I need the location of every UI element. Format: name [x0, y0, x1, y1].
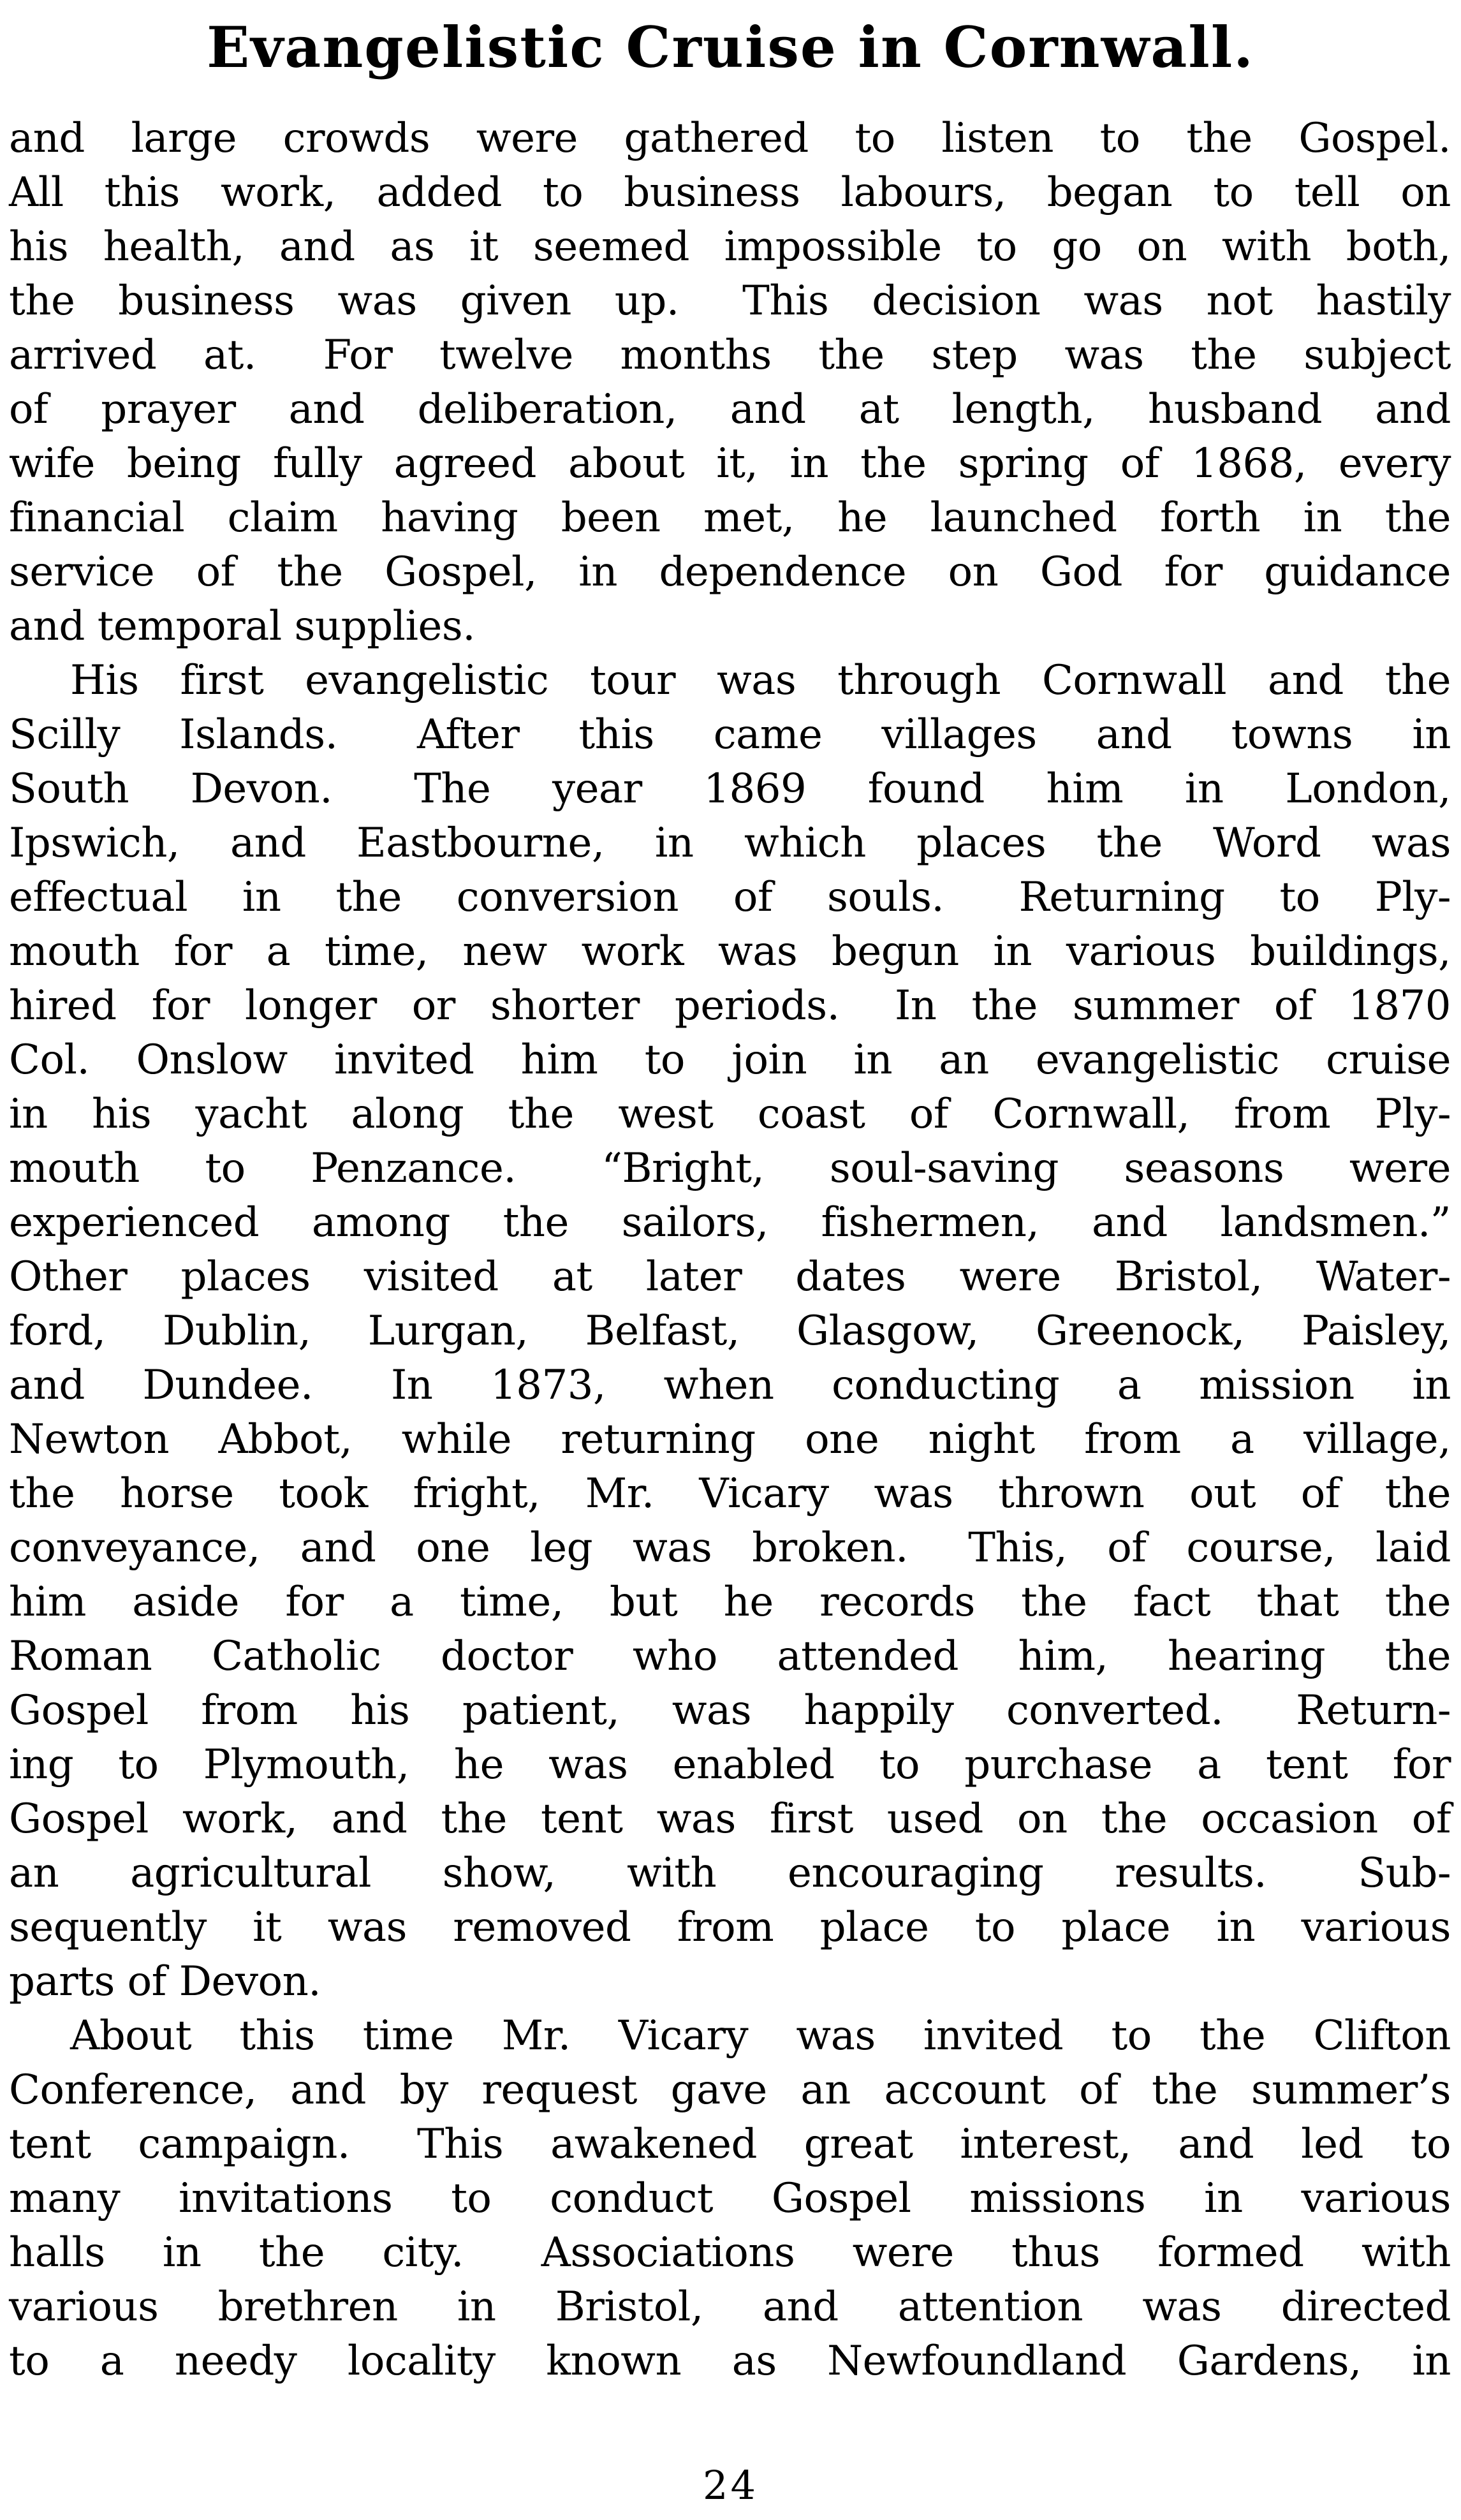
text-line: halls in the city. Associations were thus formed with: [9, 2229, 1451, 2276]
text-line: effectual in the conversion of souls. Returning to Ply-: [9, 873, 1451, 921]
text-line: the horse took fright, Mr. Vicary was thrown out of the: [9, 1470, 1451, 1517]
text-line: and temporal supplies.: [9, 602, 476, 650]
text-line: many invitations to conduct Gospel missions in various: [9, 2174, 1451, 2222]
page-body: [0, 112, 1461, 2389]
text-line: parts of Devon.: [9, 1957, 321, 2005]
text-line: South Devon. The year 1869 found him in London,: [9, 765, 1451, 813]
text-line: the business was given up. This decision was not hastily: [9, 277, 1451, 325]
text-line: Newton Abbot, while returning one night from a village,: [9, 1415, 1451, 1463]
text-line: Other places visited at later dates were Bristol, Water-: [9, 1253, 1451, 1301]
page-title: Evangelistic Cruise in Cornwall.: [207, 14, 1254, 80]
text-line: sequently it was removed from place to place in various: [9, 1903, 1451, 1951]
text-line: in his yacht along the west coast of Cornwall, from Ply-: [9, 1090, 1451, 1138]
text-line: ford, Dublin, Lurgan, Belfast, Glasgow, Greenock, Paisley,: [9, 1307, 1451, 1355]
text-line: Gospel from his patient, was happily converted. Return-: [9, 1686, 1451, 1734]
text-line: tent campaign. This awakened great interest, and led to: [9, 2120, 1451, 2168]
text-line: All this work, added to business labours, began to tell on: [9, 168, 1451, 216]
text-line: experienced among the sailors, fishermen, and landsmen.”: [9, 1198, 1451, 1246]
text-line: hired for longer or shorter periods. In the summer of 1870: [9, 982, 1451, 1029]
text-line: Ipswich, and Eastbourne, in which places the Word was: [9, 819, 1451, 867]
text-line: an agricultural show, with encouraging results. Sub-: [9, 1849, 1451, 1897]
text-line: conveyance, and one leg was broken. This, of course, laid: [9, 1524, 1451, 1572]
text-line: Scilly Islands. After this came villages and towns in: [9, 711, 1451, 758]
text-line: Gospel work, and the tent was first used on the occasion of: [9, 1795, 1451, 1843]
text-line: Conference, and by request gave an account of the summer’s: [9, 2066, 1451, 2114]
text-line: ing to Plymouth, he was enabled to purchase a tent for: [9, 1741, 1451, 1788]
text-line: service of the Gospel, in dependence on God for guidance: [9, 548, 1451, 596]
text-line: of prayer and deliberation, and at length, husband and: [9, 385, 1451, 433]
text-line: his health, and as it seemed impossible to go on with both,: [9, 223, 1451, 270]
paragraph: [9, 112, 1451, 654]
text-line: to a needy locality known as Newfoundland Gardens, in: [9, 2337, 1451, 2385]
text-line: him aside for a time, but he records the fact that the: [9, 1578, 1451, 1626]
text-line: wife being fully agreed about it, in the spring of 1868, every: [9, 439, 1451, 487]
text-line: various brethren in Bristol, and attention was directed: [9, 2283, 1451, 2331]
paragraph: [9, 2009, 1451, 2389]
paragraph: [9, 654, 1451, 2009]
text-line: About this time Mr. Vicary was invited to the Clifton: [70, 2012, 1451, 2059]
text-line: mouth to Penzance. “Bright, soul-saving seasons were: [9, 1144, 1451, 1192]
text-line: arrived at. For twelve months the step was the subject: [9, 331, 1451, 379]
text-line: and large crowds were gathered to listen to the Gospel.: [9, 114, 1451, 162]
page-number: 24: [703, 2462, 758, 2509]
text-line: His first evangelistic tour was through Cornwall and the: [70, 656, 1451, 704]
text-line: financial claim having been met, he launched forth in the: [9, 494, 1451, 542]
text-line: and Dundee. In 1873, when conducting a mission in: [9, 1361, 1451, 1409]
text-line: Col. Onslow invited him to join in an evangelistic cruise: [9, 1036, 1451, 1084]
text-line: mouth for a time, new work was begun in various buildings,: [9, 927, 1451, 975]
text-line: Roman Catholic doctor who attended him, hearing the: [9, 1632, 1451, 1680]
